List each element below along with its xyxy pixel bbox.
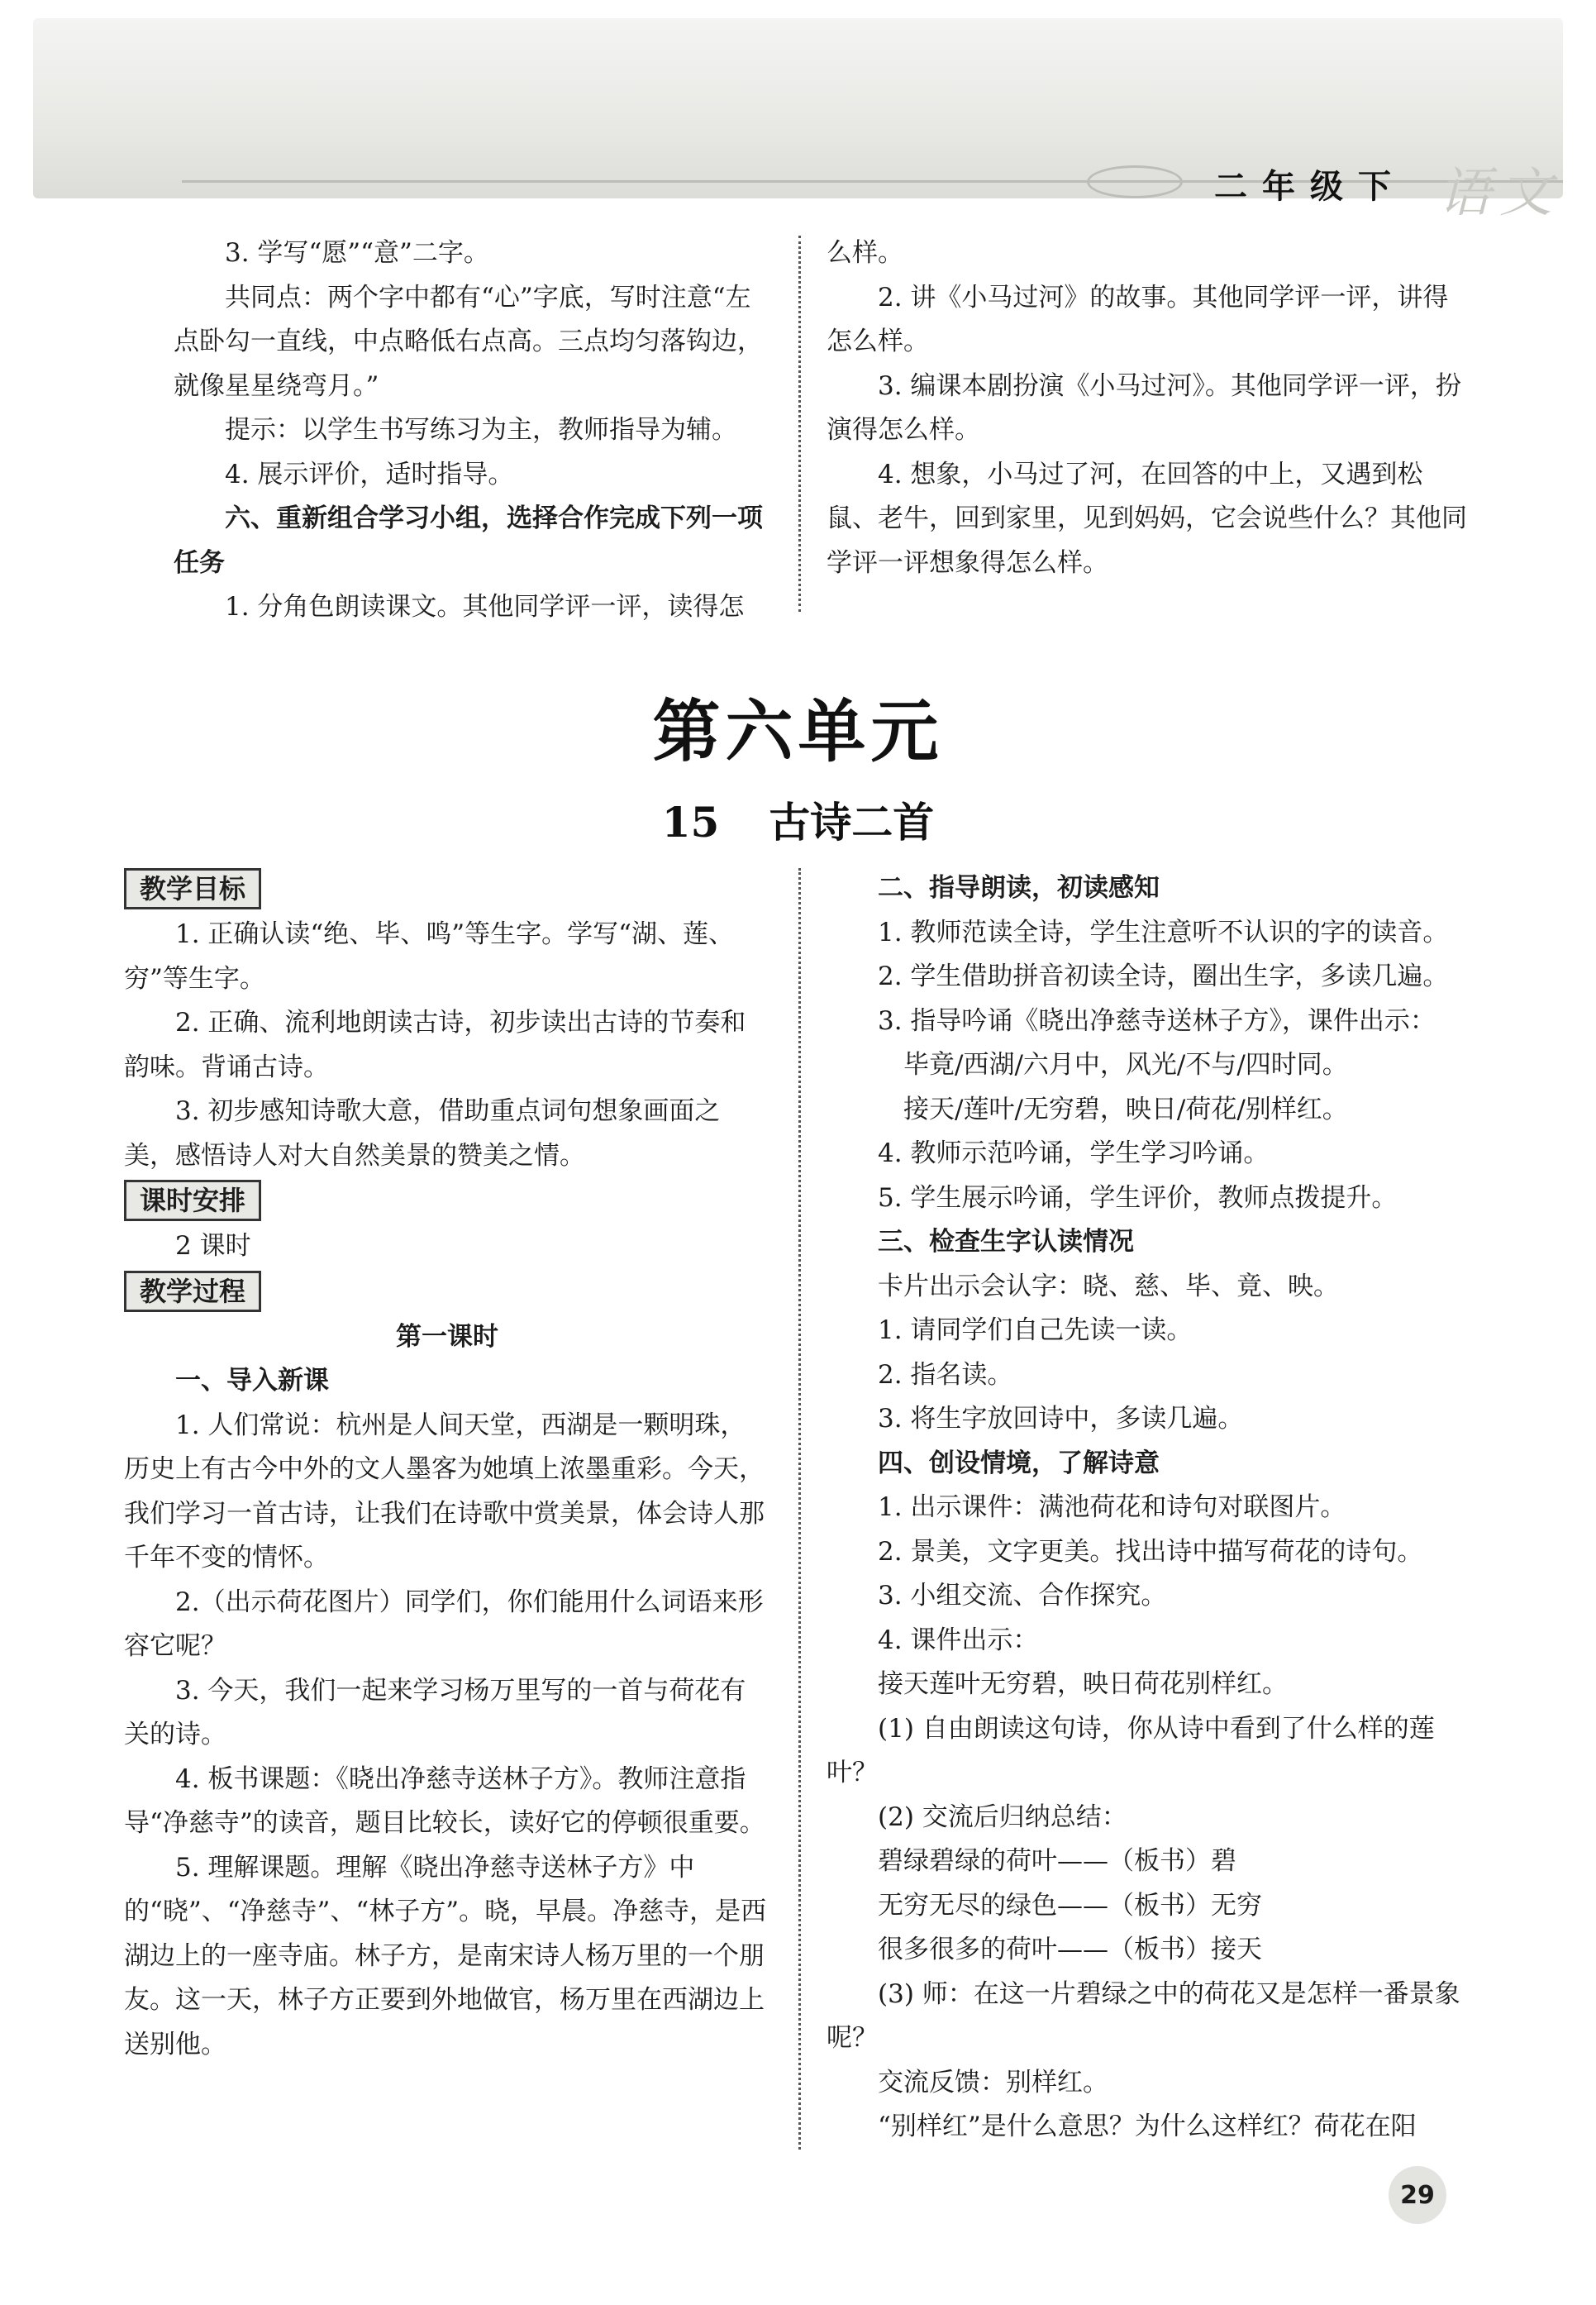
text-line: 1. 分角色朗读课文。其他同学评一评，读得怎 [225, 592, 745, 622]
text-line: (1) 自由朗读这句诗，你从诗中看到了什么样的莲叶？ [827, 1713, 1435, 1787]
text-line: 3. 学写“愿”“意”二字。 [225, 238, 489, 268]
text-line: 2. 景美，文字更美。找出诗中描写荷花的诗句。 [878, 1536, 1423, 1567]
text-line: 5. 学生展示吟诵，学生评价，教师点拨提升。 [878, 1182, 1398, 1213]
section-heading: 六、重新组合学习小组，选择合作完成下列一项任务 [174, 503, 763, 578]
text-line: 3. 小组交流、合作探究。 [878, 1581, 1167, 1611]
goal-item: 2. 正确、流利地朗读古诗，初步读出古诗的节奏和韵味。背诵古诗。 [124, 1008, 746, 1082]
text-line: 4. 课件出示： [878, 1625, 1039, 1655]
schedule-text: 2 课时 [175, 1231, 251, 1261]
poem-line: 毕竟/西湖/六月中，风光/不与/四时同。 [903, 1050, 1348, 1080]
text-line: 无穷无尽的绿色——（板书）无穷 [878, 1890, 1262, 1921]
column-divider-top [798, 236, 801, 612]
unit-title: 第六单元 [652, 693, 944, 771]
text-line: 2. 讲《小马过河》的故事。其他同学评一评，讲得怎么样。 [827, 282, 1449, 356]
text-line: 4. 展示评价，适时指导。 [225, 459, 514, 489]
text-line: 共同点：两个字中都有“心”字底，写时注意“左点卧勾一直线，中点略低右点高。三点均匀落钩边，就像星星绕弯月。” [174, 282, 763, 401]
section-heading: 四、创设情境，了解诗意 [878, 1448, 1160, 1478]
text-line: 3. 指导吟诵《晓出净慈寺送林子方》，课件出示： [878, 1005, 1436, 1036]
text-line: 接天莲叶无穷碧，映日荷花别样红。 [878, 1669, 1288, 1699]
text-line: “别样红”是什么意思？为什么这样红？荷花在阳 [878, 2112, 1417, 2141]
lesson-title [0, 790, 1596, 849]
section-heading: 二、指导朗读，初读感知 [878, 873, 1160, 903]
text-line: 3. 将生字放回诗中，多读几遍。 [878, 1404, 1244, 1434]
column-divider-main [798, 868, 801, 2150]
subject-watermark: 语文 [1438, 163, 1560, 224]
text-line: 3. 编课本剧扮演《小马过河》。其他同学评一评，扮演得怎么样。 [827, 370, 1461, 445]
step-item: 5. 理解课题。理解《晓出净慈寺送林子方》中的“晓”、“净慈寺”、“林子方”。晓，早晨。净慈寺，是西湖边上的一座寺庙。林子方，是南宋诗人杨万里的一个朋友。这一天，林子方正要到外地做官，杨万里在西湖边上送别他。 [124, 1852, 767, 2059]
text-line: (3) 师：在这一片碧绿之中的荷花又是怎样一番景象呢？ [827, 1978, 1460, 2053]
step-item: 1. 人们常说：杭州是人间天堂，西湖是一颗明珠，历史上有古今中外的文人墨客为她填上浓墨重彩。今天，我们学习一首古诗，让我们在诗歌中赏美景，体会诗人那千年不变的情怀。 [124, 1410, 765, 1572]
text-line: 很多很多的荷叶——（板书）接天 [878, 1935, 1262, 1964]
text-line: 1. 请同学们自己先读一读。 [878, 1315, 1193, 1345]
text-line: 4. 想象，小马过了河，在回答的中上，又遇到松鼠、老牛，回到家里，见到妈妈，它会说些什么？其他同学评一评想象得怎么样。 [827, 459, 1467, 578]
header-swirl-ornament [1087, 165, 1183, 198]
step-item: 4. 板书课题：《晓出净慈寺送林子方》。教师注意指导“净慈寺”的读音，题目比较长，读好它的停顿很重要。 [124, 1763, 765, 1838]
text-line: 1. 出示课件：满池荷花和诗句对联图片。 [878, 1492, 1346, 1522]
text-line: 么样。 [827, 238, 903, 268]
top-left-column [174, 231, 769, 630]
header-banner [33, 18, 1563, 224]
text-line: 交流反馈：别样红。 [878, 2067, 1108, 2097]
text-line: (2) 交流后归纳总结： [878, 1802, 1127, 1832]
text-line: 碧绿碧绿的荷叶——（板书）碧 [878, 1846, 1236, 1876]
period-title: 第一课时 [396, 1321, 498, 1352]
step-item: 3. 今天，我们一起来学习杨万里写的一首与荷花有关的诗。 [124, 1675, 746, 1749]
main-left-column [124, 866, 770, 2067]
page-number: 29 [1389, 2166, 1446, 2224]
goal-item: 1. 正确认读“绝、毕、鸣”等生字。学写“湖、莲、穷”等生字。 [124, 919, 734, 994]
main-right-column [827, 866, 1467, 2150]
grade-label: 二年级下 [1214, 168, 1406, 206]
section-heading: 一、导入新课 [175, 1366, 329, 1396]
text-line: 1. 教师范读全诗，学生注意听不认识的字的读音。 [878, 917, 1449, 947]
text-line: 2. 指名读。 [878, 1359, 1013, 1390]
top-right-column [827, 231, 1467, 585]
tag-process: 教学过程 [124, 1271, 261, 1312]
tag-teaching-goals: 教学目标 [124, 868, 261, 909]
text-line: 2. 学生借助拼音初读全诗，圈出生字，多读几遍。 [878, 962, 1449, 991]
section-heading: 三、检查生字认读情况 [878, 1227, 1134, 1257]
poem-line: 接天/莲叶/无穷碧，映日/荷花/别样红。 [903, 1094, 1348, 1124]
tag-schedule: 课时安排 [124, 1180, 261, 1221]
lesson-number: 15 [661, 798, 720, 847]
lesson-name: 古诗二首 [769, 798, 935, 847]
text-line: 提示：以学生书写练习为主，教师指导为辅。 [225, 415, 737, 445]
goal-item: 3. 初步感知诗歌大意，借助重点词句想象画面之美，感悟诗人对大自然美景的赞美之情。 [124, 1096, 721, 1171]
text-line: 卡片出示会认字：晓、慈、毕、竟、映。 [878, 1271, 1339, 1301]
text-line: 4. 教师示范吟诵，学生学习吟诵。 [878, 1138, 1270, 1168]
step-item: 2.（出示荷花图片）同学们，你们能用什么词语来形容它呢？ [124, 1587, 764, 1661]
